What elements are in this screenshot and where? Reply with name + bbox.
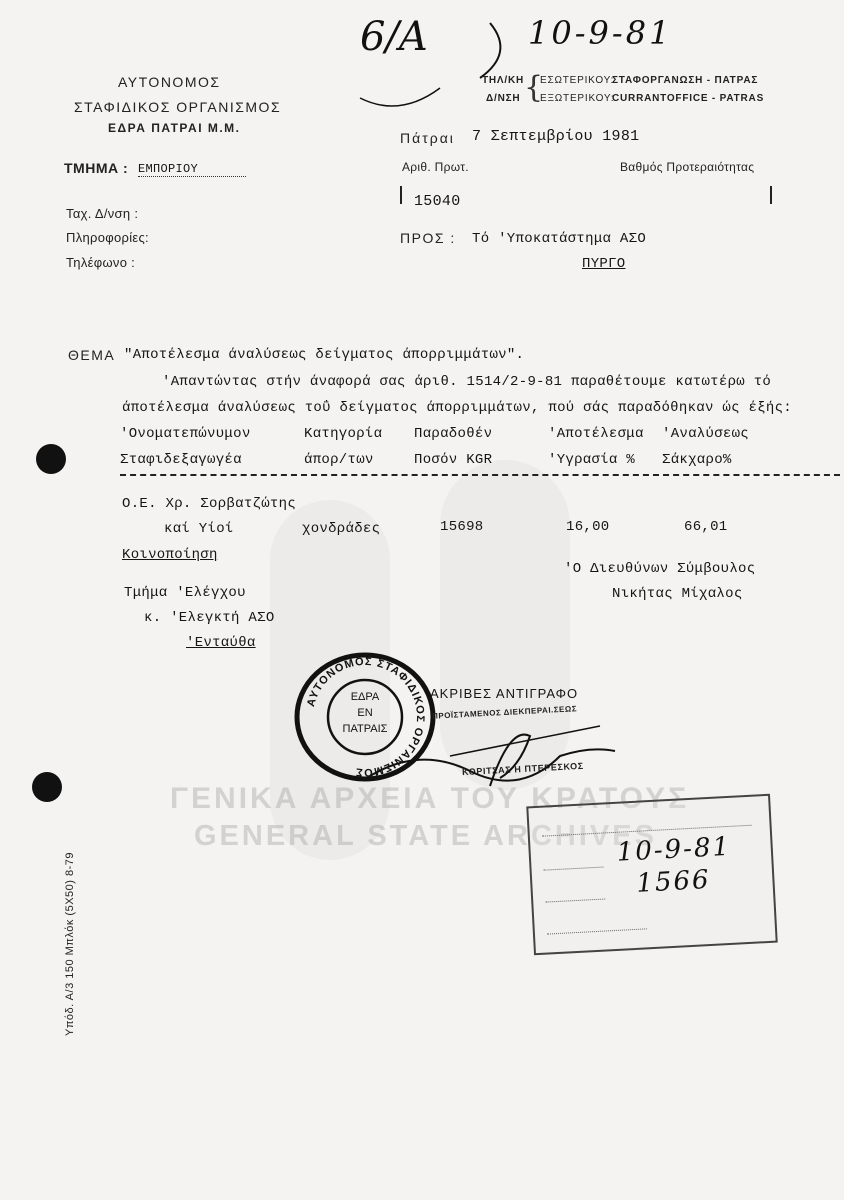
true-copy-name: ΚΟΡΙΤΣΑΣ Η ΠΤΕΡΕΣΚΟΣ <box>461 760 584 778</box>
subject-label: ΘΕΜΑ <box>68 347 116 363</box>
table-subheader-waste: άπορ/των <box>304 452 374 468</box>
signature-title: 'Ο Διευθύνων Σύμβουλος <box>564 561 756 577</box>
punch-hole-top <box>36 444 66 474</box>
row-name-line-1: Ο.Ε. Χρ. Σορβατζώτης <box>122 496 297 512</box>
telegraph-label-top: ΤΗΛ/ΚΗ <box>482 75 525 86</box>
handwritten-date: 10-9-81 <box>528 14 673 52</box>
copies-line-3: 'Ενταύθα <box>186 635 256 651</box>
row-sugar: 66,01 <box>684 519 728 535</box>
seal-center-line-3: ΠΑΤΡΑΙΣ <box>342 723 388 735</box>
archive-watermark-english: GENERAL STATE ARCHIVES <box>194 820 657 852</box>
telegraph-exterior-value: CURRANTOFFICE - PATRAS <box>612 93 765 104</box>
table-header-analysis: 'Αναλύσεως <box>662 426 750 442</box>
row-moisture: 16,00 <box>566 519 610 535</box>
margin-print-note: Υπόδ. Α/3 150 Μπλόκ (5Χ50) 8-79 <box>64 852 76 1036</box>
protocol-number: 15040 <box>414 193 461 210</box>
body-line-2: άποτέλεσμα άναλύσεως τοΰ δείγματος άπορριμμάτων, πού σάς παραδόθηκαν ώς έξής: <box>122 400 793 416</box>
table-subheader-sugar: Σάκχαρο% <box>662 452 732 468</box>
telegraph-brace: { <box>524 70 544 105</box>
phone-label: Τηλέφωνο : <box>66 255 136 270</box>
true-copy-title: ΑΚΡΙΒΕΣ ΑΝΤΙΓΡΑΦΟ <box>430 686 579 701</box>
table-subheader-moisture: 'Υγρασία % <box>548 452 636 468</box>
letter-date: 7 Σεπτεμβρίου 1981 <box>472 128 640 145</box>
row-name-line-2: καί Υίοί <box>164 521 234 537</box>
copies-title: Κοινοποίηση <box>122 547 218 563</box>
received-stamp-date: 10-9-81 <box>616 831 732 868</box>
received-stamp-line-2 <box>543 853 604 871</box>
recipient-city: ΠΥΡΓΟ <box>582 256 626 272</box>
telegraph-label-bottom: Δ/ΝΣΗ <box>486 93 521 104</box>
table-divider <box>120 474 840 476</box>
received-stamp-line-4 <box>546 914 647 934</box>
row-quantity: 15698 <box>440 519 484 535</box>
table-header-result: 'Αποτέλεσμα <box>548 426 644 442</box>
org-line-1: ΑΥΤΟΝΟΜΟΣ <box>118 74 221 90</box>
received-stamp-number: 1566 <box>635 864 712 899</box>
signature-name: Νικήτας Μίχαλος <box>612 586 743 602</box>
telegraph-interior-label: ΕΣΩΤΕΡΙΚΟΥ: <box>540 75 615 86</box>
copies-line-2: κ. 'Ελεγκτή ΑΣΟ <box>144 610 275 626</box>
table-subheader-quantity: Ποσόν KGR <box>414 452 493 468</box>
table-header-name: 'Ονοματεπώνυμον <box>120 426 251 442</box>
table-header-delivered: Παραδοθέν <box>414 426 493 442</box>
recipient-name: Τό 'Υποκατάστημα ΑΣΟ <box>472 231 647 247</box>
copies-line-1: Τμήμα 'Ελέγχου <box>124 585 246 601</box>
recipient-to-label: ΠΡΟΣ : <box>400 230 456 246</box>
protocol-field-left-bracket <box>400 186 402 204</box>
punch-hole-bottom <box>32 772 62 802</box>
org-line-2: ΣΤΑΦΙΔΙΚΟΣ ΟΡΓΑΝΙΣΜΟΣ <box>74 99 282 115</box>
table-header-category: Κατηγορία <box>304 426 383 442</box>
telegraph-exterior-label: ΕΞΩΤΕΡΙΚΟΥ: <box>540 93 615 104</box>
place-city: Πάτραι <box>400 130 455 146</box>
info-label: Πληροφορίες: <box>66 230 149 245</box>
true-copy-role: ΠΡΟΪΣΤΑΜΕΝΟΣ ΔΙΕΚΠΕΡΑΙ.ΣΕΩΣ <box>431 704 578 721</box>
protocol-field-right-bracket <box>770 186 772 204</box>
telegraph-interior-value: ΣΤΑΦΟΡΓΑΝΩΣΗ - ΠΑΤΡΑΣ <box>612 75 759 86</box>
received-stamp-line-3 <box>545 885 606 903</box>
received-stamp <box>526 794 777 956</box>
protocol-priority-label: Βαθμός Προτεραιότητας <box>620 160 755 174</box>
archive-watermark-greek: ΓΕΝΙΚΑ ΑΡΧΕΙΑ ΤΟΥ ΚΡΑΤΟΥΣ <box>170 782 690 815</box>
seal-ring-textpath: ΑΥΤΟΝΟΜΟΣ ΣΤΑΦΙΔΙΚΟΣ ΟΡΓΑΝΙΣΜΟΣ <box>305 655 427 779</box>
seal-center-line-2: ΕΝ <box>357 707 373 719</box>
table-subheader-exporter: Σταφιδεξαγωγέα <box>120 452 242 468</box>
handwritten-file-ref: 6/A <box>360 14 428 60</box>
seal-center-line-1: ΕΔΡΑ <box>350 691 380 703</box>
row-category: χονδράδες <box>302 521 381 537</box>
address-label: Ταχ. Δ/νση : <box>66 206 139 221</box>
department-label: ΤΜΗΜΑ : <box>64 160 129 176</box>
protocol-number-label: Αριθ. Πρωτ. <box>402 160 469 174</box>
body-line-1: 'Απαντώντας στήν άναφορά σας άριθ. 1514/2-9-81 παραθέτουμε κατωτέρω τό <box>162 374 772 390</box>
org-line-3: ΕΔΡΑ ΠΑΤΡΑΙ Μ.Μ. <box>108 121 241 135</box>
subject-text: "Αποτέλεσμα άναλύσεως δείγματος άπορριμμάτων". <box>124 347 525 363</box>
department-value: ΕΜΠΟΡΙΟΥ <box>138 162 246 177</box>
